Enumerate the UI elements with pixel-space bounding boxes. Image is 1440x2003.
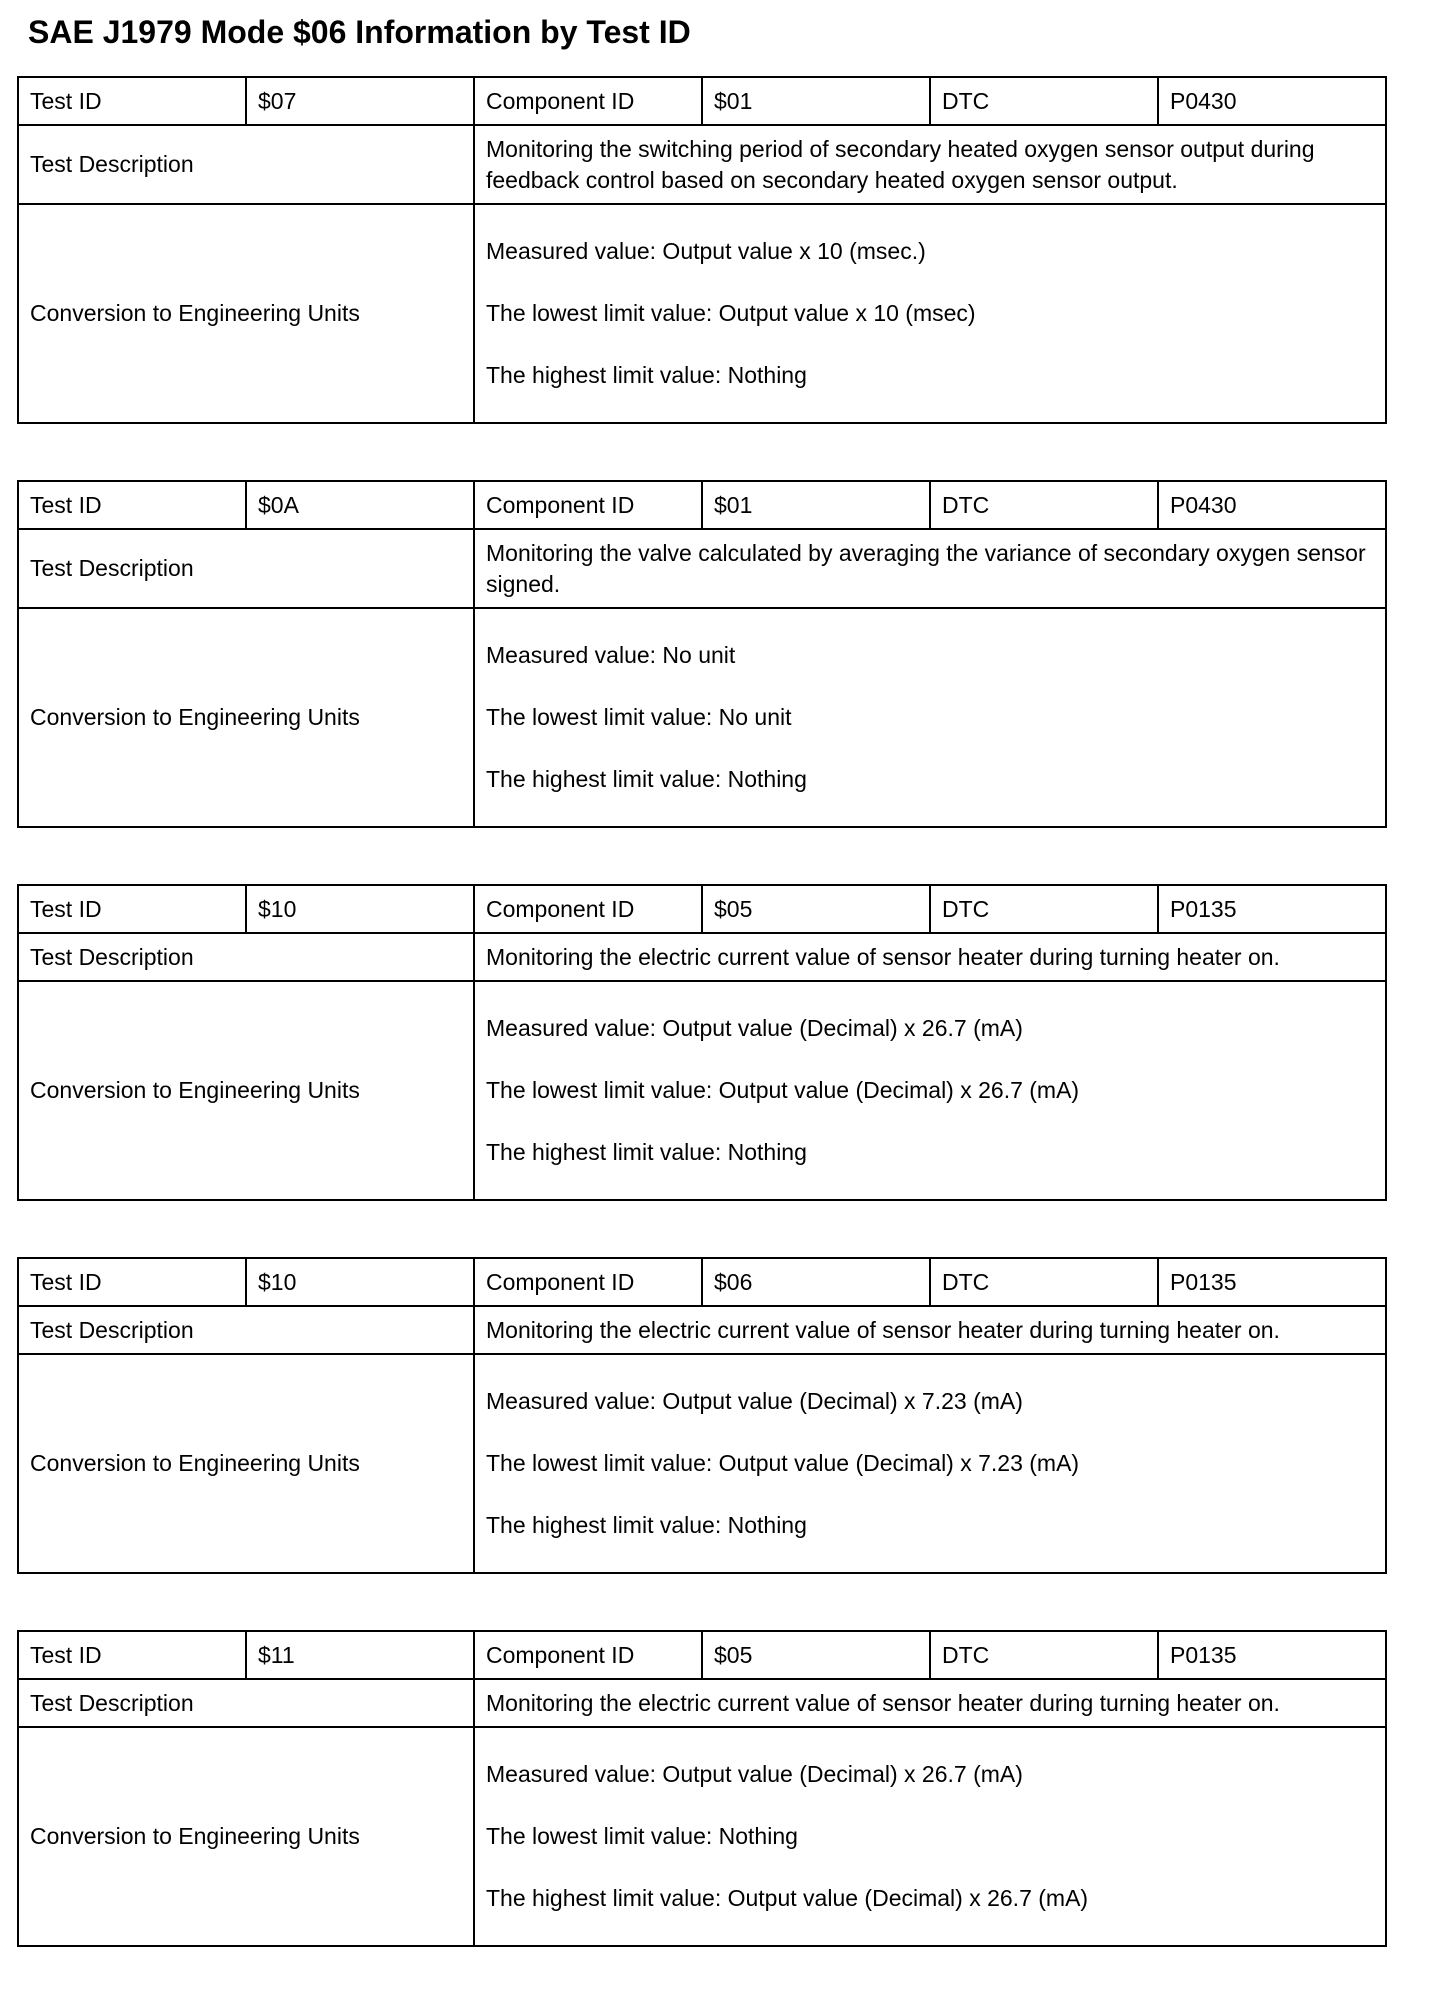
test-id-table bbox=[17, 76, 1387, 424]
dtc-value: P0135 bbox=[1158, 1258, 1386, 1306]
test-id-value: $0A bbox=[246, 481, 474, 529]
component-id-value: $06 bbox=[702, 1258, 930, 1306]
component-id-label: Component ID bbox=[474, 77, 702, 125]
test-id-table bbox=[17, 480, 1387, 828]
conversion-row bbox=[18, 1354, 1386, 1573]
highest-limit-line: The highest limit value: Nothing bbox=[486, 362, 807, 388]
measured-value-line: Measured value: Output value (Decimal) x 26.7 (mA) bbox=[486, 1761, 1023, 1787]
header-row bbox=[18, 481, 1386, 529]
conversion-row bbox=[18, 1727, 1386, 1946]
test-id-label: Test ID bbox=[18, 885, 246, 933]
test-description-value: Monitoring the electric current value of sensor heater during turning heater on. bbox=[474, 1306, 1386, 1354]
description-row bbox=[18, 933, 1386, 981]
test-id-table bbox=[17, 884, 1387, 1201]
test-description-label: Test Description bbox=[18, 933, 474, 981]
lowest-limit-line: The lowest limit value: Output value (Decimal) x 7.23 (mA) bbox=[486, 1450, 1080, 1476]
measured-value-line: Measured value: Output value x 10 (msec.) bbox=[486, 238, 926, 264]
header-row bbox=[18, 1631, 1386, 1679]
highest-limit-line: The highest limit value: Nothing bbox=[486, 1512, 807, 1538]
measured-value-line: Measured value: Output value (Decimal) x 26.7 (mA) bbox=[486, 1015, 1023, 1041]
test-description-label: Test Description bbox=[18, 1679, 474, 1727]
description-row bbox=[18, 1679, 1386, 1727]
conversion-label: Conversion to Engineering Units bbox=[18, 204, 474, 423]
test-id-tables bbox=[17, 76, 1387, 2003]
test-id-value: $07 bbox=[246, 77, 474, 125]
dtc-value: P0430 bbox=[1158, 77, 1386, 125]
conversion-row bbox=[18, 608, 1386, 827]
dtc-label: DTC bbox=[930, 1258, 1158, 1306]
component-id-value: $05 bbox=[702, 1631, 930, 1679]
dtc-label: DTC bbox=[930, 481, 1158, 529]
test-description-label: Test Description bbox=[18, 125, 474, 204]
dtc-label: DTC bbox=[930, 77, 1158, 125]
conversion-row bbox=[18, 981, 1386, 1200]
header-row bbox=[18, 1258, 1386, 1306]
conversion-label: Conversion to Engineering Units bbox=[18, 981, 474, 1200]
lowest-limit-line: The lowest limit value: No unit bbox=[486, 704, 792, 730]
conversion-label: Conversion to Engineering Units bbox=[18, 1727, 474, 1946]
lowest-limit-line: The lowest limit value: Output value (Decimal) x 26.7 (mA) bbox=[486, 1077, 1080, 1103]
header-row bbox=[18, 77, 1386, 125]
measured-value-line: Measured value: No unit bbox=[486, 642, 736, 668]
test-id-table bbox=[17, 1630, 1387, 1947]
test-id-value: $10 bbox=[246, 1258, 474, 1306]
component-id-value: $01 bbox=[702, 481, 930, 529]
test-id-label: Test ID bbox=[18, 77, 246, 125]
test-description-value: Monitoring the electric current value of sensor heater during turning heater on. bbox=[474, 933, 1386, 981]
component-id-value: $05 bbox=[702, 885, 930, 933]
test-id-value: $10 bbox=[246, 885, 474, 933]
highest-limit-line: The highest limit value: Nothing bbox=[486, 1139, 807, 1165]
lowest-limit-line: The lowest limit value: Output value x 10 (msec) bbox=[486, 300, 976, 326]
highest-limit-line: The highest limit value: Output value (Decimal) x 26.7 (mA) bbox=[486, 1885, 1089, 1911]
dtc-label: DTC bbox=[930, 1631, 1158, 1679]
header-row bbox=[18, 885, 1386, 933]
test-description-label: Test Description bbox=[18, 529, 474, 608]
component-id-value: $01 bbox=[702, 77, 930, 125]
description-row bbox=[18, 1306, 1386, 1354]
conversion-value bbox=[474, 981, 1386, 1200]
page-title: SAE J1979 Mode $06 Information by Test ID bbox=[28, 14, 691, 50]
test-id-label: Test ID bbox=[18, 1258, 246, 1306]
description-row bbox=[18, 125, 1386, 204]
measured-value-line: Measured value: Output value (Decimal) x 7.23 (mA) bbox=[486, 1388, 1023, 1414]
component-id-label: Component ID bbox=[474, 885, 702, 933]
test-description-value: Monitoring the electric current value of sensor heater during turning heater on. bbox=[474, 1679, 1386, 1727]
test-id-label: Test ID bbox=[18, 1631, 246, 1679]
component-id-label: Component ID bbox=[474, 1631, 702, 1679]
conversion-value bbox=[474, 1727, 1386, 1946]
dtc-value: P0135 bbox=[1158, 1631, 1386, 1679]
test-description-value: Monitoring the valve calculated by averaging the variance of secondary oxygen sensor signed. bbox=[474, 529, 1386, 608]
test-id-value: $11 bbox=[246, 1631, 474, 1679]
component-id-label: Component ID bbox=[474, 1258, 702, 1306]
lowest-limit-line: The lowest limit value: Nothing bbox=[486, 1823, 798, 1849]
conversion-value bbox=[474, 1354, 1386, 1573]
test-id-label: Test ID bbox=[18, 481, 246, 529]
dtc-value: P0135 bbox=[1158, 885, 1386, 933]
conversion-value bbox=[474, 608, 1386, 827]
highest-limit-line: The highest limit value: Nothing bbox=[486, 766, 807, 792]
description-row bbox=[18, 529, 1386, 608]
conversion-row bbox=[18, 204, 1386, 423]
conversion-label: Conversion to Engineering Units bbox=[18, 1354, 474, 1573]
dtc-value: P0430 bbox=[1158, 481, 1386, 529]
dtc-label: DTC bbox=[930, 885, 1158, 933]
component-id-label: Component ID bbox=[474, 481, 702, 529]
conversion-label: Conversion to Engineering Units bbox=[18, 608, 474, 827]
conversion-value bbox=[474, 204, 1386, 423]
test-description-value: Monitoring the switching period of secondary heated oxygen sensor output during feedback control based on secondary heated oxygen sensor output. bbox=[474, 125, 1386, 204]
test-description-label: Test Description bbox=[18, 1306, 474, 1354]
test-id-table bbox=[17, 1257, 1387, 1574]
